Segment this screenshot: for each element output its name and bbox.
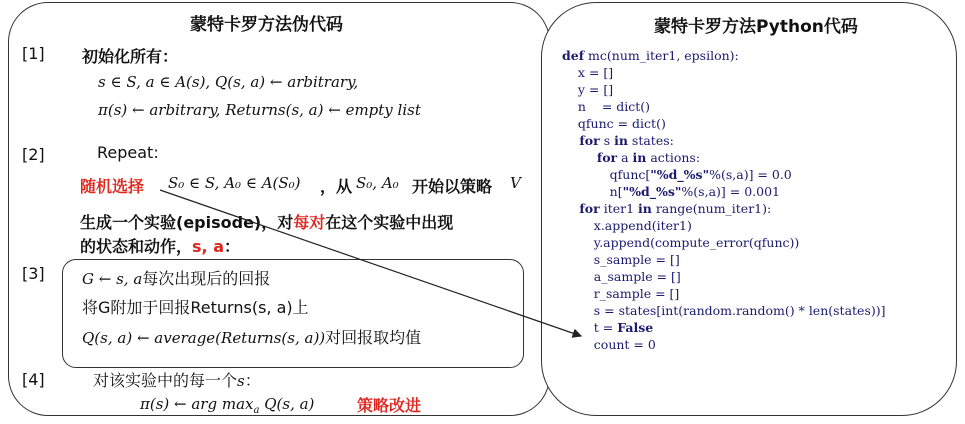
g-math: G ← s, a (82, 270, 143, 288)
policy-symbol: V (510, 174, 521, 192)
code-token: y = [] (562, 82, 614, 97)
append-returns-line: 将G附加于回报Returns(s, a)上 (82, 298, 309, 317)
code-token: y.append(compute_error(qfunc)) (562, 235, 800, 250)
policy-argmax: π(s) ← arg max (140, 395, 254, 413)
code-token: %(s,a)] = 0.0 (709, 167, 792, 182)
code-token: count = 0 (562, 337, 656, 352)
code-token: for (562, 133, 600, 148)
code-token: a (617, 150, 633, 165)
code-token: x.append(iter1) (562, 218, 692, 233)
state-action-colon: ： (223, 237, 240, 256)
code-token: in (632, 150, 647, 165)
policy-q: Q(s, a) (259, 395, 315, 413)
code-token: s_sample = [] (562, 252, 680, 267)
code-token: "%d_%s" (622, 184, 682, 199)
code-token: actions: (646, 150, 701, 165)
policy-improve-label: 策略改进 (357, 396, 422, 415)
q-text: 对回报取均值 (325, 328, 422, 347)
code-token: n = dict() (562, 99, 651, 114)
step4-text: 对该实验中的每一个 (93, 371, 238, 390)
generate-text-b: 在这个实验中出现 (325, 213, 454, 232)
code-token: for (562, 150, 618, 165)
code-token: %(s,a)] = 0.001 (681, 184, 780, 199)
init-line-2: π(s) ← arbitrary, Returns(s, a) ← empty list (98, 101, 421, 119)
code-token: x = [] (562, 65, 614, 80)
code-token: s = states[int(random.random() * len(states))] (562, 303, 886, 318)
step4-colon: ： (244, 371, 261, 390)
code-token: range(num_iter1): (651, 201, 772, 216)
state-action-vars: s, a (192, 237, 224, 256)
code-token: "%d_%s" (650, 167, 710, 182)
arrow-line (160, 190, 581, 336)
code-token: states: (627, 133, 674, 148)
code-token: qfunc[ (562, 167, 651, 182)
code-token: t = (562, 320, 618, 335)
code-token: qfunc = dict() (562, 116, 666, 131)
code-token: a_sample = [] (562, 269, 681, 284)
step1-label: [1] (22, 44, 45, 63)
python-code-title: 蒙特卡罗方法Python代码 (654, 17, 858, 37)
step4-label: [4] (22, 370, 45, 389)
init-line-1: s ∈ S, a ∈ A(s), Q(s, a) ← arbitrary, (98, 73, 359, 91)
step2-label: [2] (22, 145, 45, 164)
g-text: 每次出现后的回报 (142, 269, 271, 288)
pseudocode-title: 蒙特卡罗方法伪代码 (190, 15, 343, 35)
repeat-label: Repeat: (97, 143, 159, 162)
start-pair-math: S₀, A₀ (356, 174, 399, 192)
code-token: in (638, 201, 652, 216)
code-token: mc(num_iter1, epsilon): (584, 48, 739, 63)
code-token: False (617, 320, 654, 335)
state-action-text: 的状态和动作， (80, 237, 193, 256)
generate-text-a: 生成一个实验(episode)，对 (80, 213, 294, 232)
code-token: for (562, 201, 600, 216)
step3-label: [3] (22, 264, 45, 283)
code-token: in (614, 133, 628, 148)
step4-var: s (237, 372, 245, 390)
code-token: r_sample = [] (562, 286, 680, 301)
code-token: def (562, 48, 585, 63)
random-select-label: 随机选择 (80, 177, 145, 196)
code-token: iter1 (599, 201, 639, 216)
from-text: ，从 (320, 177, 353, 196)
code-token: n[ (562, 184, 623, 199)
step1-text: 初始化所有： (82, 47, 179, 66)
begin-policy-text: 开始以策略 (412, 177, 493, 196)
each-pair-text: 每对 (293, 213, 326, 232)
policy-argmax-sub: a (253, 405, 260, 417)
q-math: Q(s, a) ← average(Returns(s, a)) (82, 329, 326, 347)
start-state-math: S₀ ∈ S, A₀ ∈ A(S₀) (168, 174, 301, 192)
code-token: s (599, 133, 615, 148)
